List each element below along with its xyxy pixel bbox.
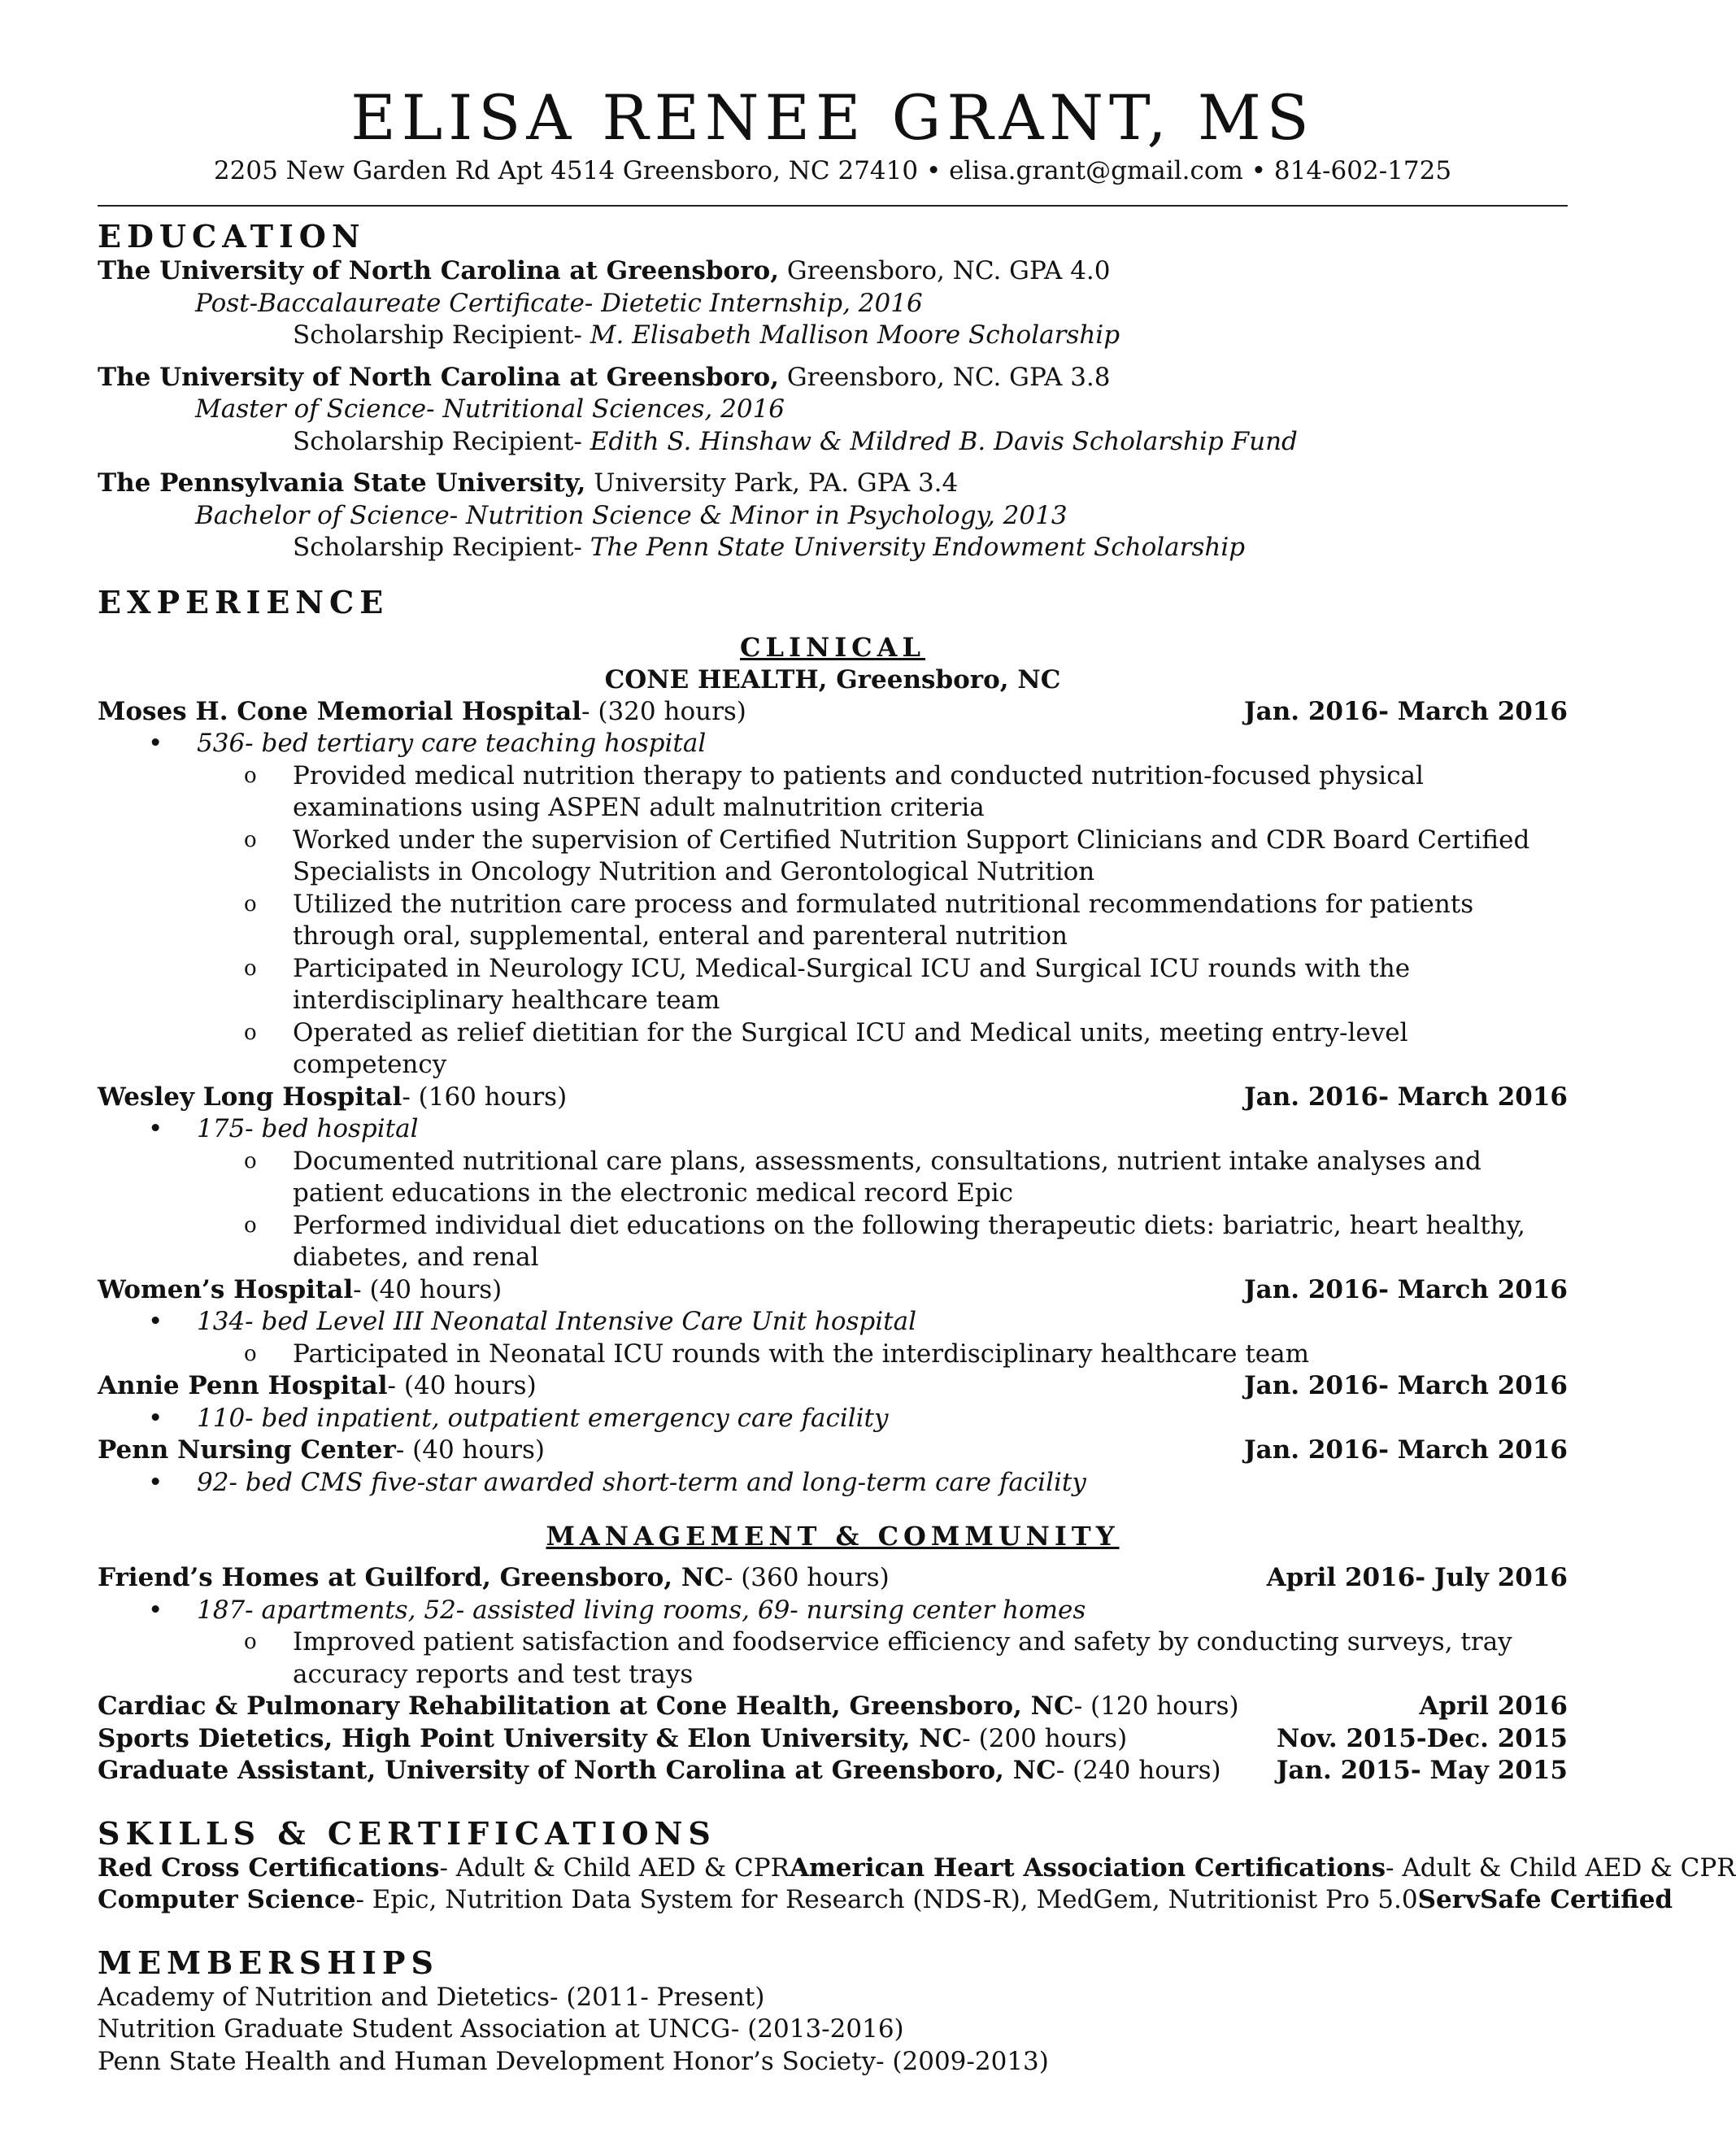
bullet-text: 92- bed CMS five-star awarded short-term and long-term care facility [197, 1467, 1086, 1497]
red-cross-value: - Adult & Child AED & CPR [439, 1852, 790, 1883]
job-bullet [98, 1595, 1568, 1627]
sub-bullet-mark: o [244, 1148, 257, 1173]
job-sub-bullet [98, 1146, 1568, 1210]
school-name: The Pennsylvania State University, [98, 468, 586, 498]
job-hours: - (360 hours) [724, 1563, 890, 1592]
bullet-mark: • [148, 1114, 163, 1143]
job-hours: - (40 hours) [395, 1435, 545, 1465]
education-entry [98, 362, 1568, 459]
job-sub-bullet [98, 760, 1568, 825]
scholarship-line [98, 426, 1568, 459]
aha-label: American Heart Association Certifications [789, 1852, 1386, 1883]
job-hours: - (120 hours) [1073, 1691, 1239, 1721]
job-title [98, 1434, 545, 1467]
job-hours: - (240 hours) [1055, 1756, 1221, 1785]
other-jobs [98, 1691, 1568, 1787]
job-name: Annie Penn Hospital [98, 1371, 388, 1400]
job-dates: April 2016 [1419, 1691, 1568, 1721]
bullet-mark: • [148, 1307, 163, 1336]
scholarship-label: Scholarship Recipient- [293, 426, 582, 456]
job-header [98, 1691, 1568, 1723]
sub-bullet-mark: o [244, 891, 257, 916]
skills-row-computer [98, 1884, 1673, 1917]
job-header [98, 1082, 1568, 1114]
job-hours: - (320 hours) [581, 696, 746, 726]
job-hours: - (40 hours) [353, 1274, 503, 1304]
memberships-heading: MEMBERSHIPS [98, 1944, 439, 1981]
job-title [98, 1370, 537, 1403]
job-name: Friend’s Homes at Guilford, Greensboro, NC [98, 1563, 724, 1592]
bullet-text: 134- bed Level III Neonatal Intensive Care Unit hospital [197, 1307, 917, 1336]
job-dates: Nov. 2015-Dec. 2015 [1277, 1723, 1568, 1753]
job-header [98, 1274, 1568, 1307]
scholarship-name: Edith S. Hinshaw & Mildred B. Davis Scholarship Fund [581, 426, 1298, 456]
experience-heading: EXPERIENCE [98, 583, 389, 620]
clinical-subheading: CLINICAL [740, 631, 925, 663]
job-dates: Jan. 2016- March 2016 [1243, 696, 1568, 726]
bullet-text: 536- bed tertiary care teaching hospital [197, 729, 707, 758]
bullet-text: 175- bed hospital [197, 1114, 419, 1143]
sub-bullet-text: Participated in Neonatal ICU rounds with the interdisciplinary healthcare team [293, 1339, 1310, 1369]
skills-heading: SKILLS & CERTIFICATIONS [98, 1814, 716, 1852]
job-sub-bullet [98, 825, 1568, 889]
school-location: Greensboro, NC. GPA 4.0 [779, 256, 1111, 285]
membership-item: Academy of Nutrition and Dietetics- (2011- Present) [98, 1982, 765, 2012]
sub-bullet-text: Documented nutritional care plans, assessments, consultations, nutrient intake analyses and patient educations in the electronic medical record Epic [293, 1146, 1481, 1208]
management-subheading: MANAGEMENT & COMMUNITY [546, 1521, 1120, 1552]
aha-value: - Adult & Child AED & CPR [1386, 1852, 1736, 1883]
job-bullet [98, 1403, 1568, 1435]
computer-value: - Epic, Nutrition Data System for Research (NDS-R), MedGem, Nutritionist Pro 5.0 [355, 1885, 1418, 1914]
sub-bullet-text: Utilized the nutrition care process and formulated nutritional recommendations for patients through oral, supplemental, enteral and parenteral nutrition [293, 889, 1474, 951]
job-hours: - (40 hours) [387, 1371, 537, 1400]
job-title [98, 696, 746, 729]
job-sub-bullet [98, 1339, 1568, 1371]
sub-bullet-text: Improved patient satisfaction and foodservice efficiency and safety by conducting surveys, tray accuracy reports and test trays [293, 1627, 1512, 1689]
job-dates: Jan. 2016- March 2016 [1243, 1371, 1568, 1400]
job-sub-bullet [98, 889, 1568, 953]
clinical-jobs [98, 696, 1568, 1500]
job-title [98, 1723, 1127, 1756]
job-header [98, 1434, 1568, 1467]
bullet-mark: • [148, 1467, 163, 1497]
membership-item: Penn State Health and Human Development Honor’s Society- (2009-2013) [98, 2046, 1049, 2076]
job-dates: Jan. 2016- March 2016 [1243, 1274, 1568, 1304]
sub-bullet-text: Worked under the supervision of Certified Nutrition Support Clinicians and CDR Board Certified Specialists in Oncology Nutrition and Gerontological Nutrition [293, 825, 1530, 886]
education-school-line [98, 255, 1568, 288]
degree: Bachelor of Science- Nutrition Science & Minor in Psychology, 2013 [195, 500, 1068, 530]
job-title [98, 1274, 502, 1307]
school-location: Greensboro, NC. GPA 3.8 [779, 362, 1111, 392]
job-header [98, 1723, 1568, 1756]
computer-label: Computer Science [98, 1885, 356, 1914]
job-name: Cardiac & Pulmonary Rehabilitation at Cone Health, Greensboro, NC [98, 1691, 1074, 1721]
job-name: Sports Dietetics, High Point University & Elon University, NC [98, 1723, 963, 1753]
job-dates: April 2016- July 2016 [1266, 1563, 1568, 1592]
school-location: University Park, PA. GPA 3.4 [585, 468, 959, 498]
education-list [98, 255, 1568, 564]
bullet-text: 110- bed inpatient, outpatient emergency care facility [197, 1403, 889, 1433]
skills-row-certifications [98, 1852, 1736, 1885]
scholarship-name: M. Elisabeth Mallison Moore Scholarship [581, 320, 1120, 350]
job-header [98, 696, 1568, 729]
bullet-mark: • [148, 1403, 163, 1433]
job-title [98, 1691, 1239, 1723]
job-sub-bullet [98, 1210, 1568, 1274]
job-hours: - (200 hours) [962, 1723, 1128, 1753]
job-sub-bullet [98, 1626, 1568, 1691]
job-name: Moses H. Cone Memorial Hospital [98, 696, 582, 726]
scholarship-line [98, 320, 1568, 352]
job-dates: Jan. 2016- March 2016 [1243, 1082, 1568, 1112]
job-dates: Jan. 2016- March 2016 [1243, 1435, 1568, 1465]
job-title [98, 1755, 1221, 1787]
scholarship-name: The Penn State University Endowment Scholarship [581, 533, 1246, 562]
education-entry [98, 255, 1568, 352]
sub-bullet-mark: o [244, 1212, 257, 1238]
degree: Master of Science- Nutritional Sciences, 2016 [195, 394, 785, 424]
education-heading: EDUCATION [98, 218, 366, 255]
job-name: Penn Nursing Center [98, 1435, 396, 1465]
job-hours: - (160 hours) [402, 1082, 568, 1112]
sub-bullet-mark: o [244, 763, 257, 788]
sub-bullet-text: Operated as relief dietitian for the Surgical ICU and Medical units, meeting entry-level competency [293, 1017, 1408, 1079]
bullet-mark: • [148, 1595, 163, 1625]
degree: Post-Baccalaureate Certificate- Dietetic Internship, 2016 [195, 288, 923, 318]
membership-item: Nutrition Graduate Student Association at UNCG- (2013-2016) [98, 2014, 904, 2044]
memberships-list [98, 1982, 1568, 2079]
job-sub-bullet [98, 1017, 1568, 1082]
education-school-line [98, 362, 1568, 394]
job-bullet [98, 1306, 1568, 1339]
job-header [98, 1370, 1568, 1403]
job-dates: Jan. 2015- May 2015 [1276, 1756, 1568, 1785]
scholarship-label: Scholarship Recipient- [293, 320, 582, 350]
red-cross-label: Red Cross Certifications [98, 1852, 440, 1883]
sub-bullet-mark: o [244, 1020, 257, 1045]
job-header [98, 1755, 1568, 1787]
sub-bullet-mark: o [244, 1630, 257, 1654]
job-bullet [98, 1113, 1568, 1146]
job-bullet [98, 1467, 1568, 1500]
scholarship-line [98, 532, 1568, 564]
job-title [98, 1082, 567, 1114]
clinical-org: CONE HEALTH, Greensboro, NC [604, 664, 1061, 694]
job-header [98, 1562, 1568, 1595]
contact-line: 2205 New Garden Rd Apt 4514 Greensboro, NC 27410 • elisa.grant@gmail.com • 814-602-1725 [213, 156, 1452, 185]
job-bullet [98, 728, 1568, 760]
school-name: The University of North Carolina at Greensboro, [98, 256, 780, 285]
school-name: The University of North Carolina at Greensboro, [98, 362, 780, 392]
sub-bullet-text: Participated in Neurology ICU, Medical-Surgical ICU and Surgical ICU rounds with the interdisciplinary healthcare team [293, 953, 1411, 1015]
sub-bullet-mark: o [244, 1341, 257, 1366]
scholarship-label: Scholarship Recipient- [293, 533, 582, 562]
sub-bullet-mark: o [244, 956, 257, 981]
sub-bullet-text: Provided medical nutrition therapy to patients and conducted nutrition-focused physical examinations using ASPEN adult malnutrition criteria [293, 760, 1424, 822]
bullet-text: 187- apartments, 52- assisted living rooms, 69- nursing center homes [197, 1595, 1086, 1625]
job-name: Women’s Hospital [98, 1274, 354, 1304]
education-school-line [98, 468, 1568, 500]
job-name: Wesley Long Hospital [98, 1082, 402, 1112]
servsafe-cert: ServSafe Certified [1417, 1885, 1673, 1914]
sub-bullet-mark: o [244, 827, 257, 852]
education-entry [98, 468, 1568, 564]
resume-name: ELISA RENEE GRANT, MS [350, 81, 1315, 154]
header-divider [98, 205, 1568, 207]
sub-bullet-text: Performed individual diet educations on the following therapeutic diets: bariatric, heart healthy, diabetes, and renal [293, 1210, 1525, 1272]
job-sub-bullet [98, 953, 1568, 1017]
bullet-mark: • [148, 729, 163, 758]
job-name: Graduate Assistant, University of North Carolina at Greensboro, NC [98, 1756, 1056, 1785]
